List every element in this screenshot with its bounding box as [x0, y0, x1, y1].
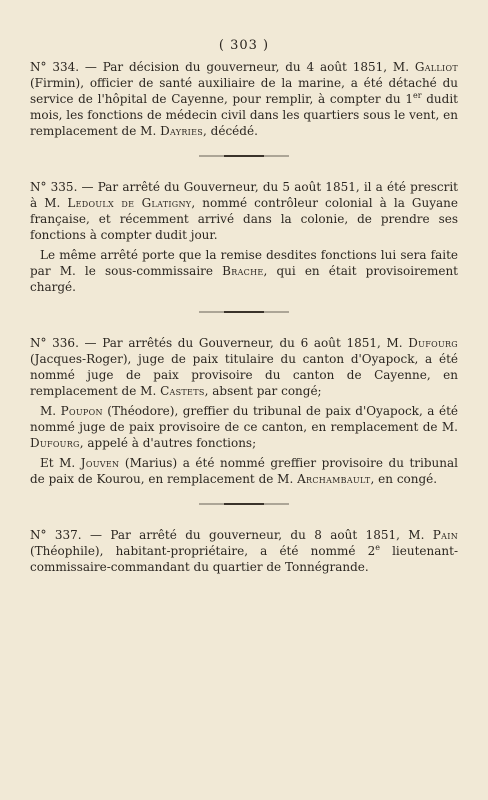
- decision-entry-337: [30, 527, 458, 575]
- person-name: Ledoulx de Glatigny: [67, 196, 192, 210]
- person-name: Dayries: [160, 124, 204, 138]
- superscript: er: [412, 91, 422, 100]
- entry-paragraph: N° 334. — Par décision du gouverneur, du 4 août 1851, M. Galliot (Firmin), officier de santé auxiliaire de la marine, a été détaché du service de l'hôpital de Cayenne, pour remplir, à compter du 1er dudit mois, les fonctions de médecin civil dans les quartiers sous le vent, en remplacement de M. Dayries, décédé.: [30, 60, 458, 138]
- document-page: [30, 38, 458, 579]
- section-divider: [199, 153, 289, 159]
- entry-paragraph: M. Poupon (Théodore), greffier du tribunal de paix d'Oyapock, a été nommé juge de paix provisoire de ce canton, en remplacement de M. Dufourg, appelé à d'autres fonctions;: [30, 404, 459, 450]
- entry-number: N° 334.: [30, 60, 80, 74]
- entry-paragraph: N° 337. — Par arrêté du gouverneur, du 8 août 1851, M. Pain (Théophile), habitant-propriétaire, a été nommé 2e lieutenant-commissaire-commandant du quartier de Tonnégrande.: [30, 528, 458, 574]
- page-number: ( 303 ): [218, 38, 270, 53]
- section-divider: [199, 309, 289, 315]
- person-name: Dufourg: [30, 436, 80, 450]
- person-name: Galliot: [414, 60, 458, 74]
- person-name: Poupon: [60, 404, 103, 418]
- superscript: e: [375, 543, 380, 552]
- person-name: Brache: [222, 264, 264, 278]
- person-name: Dufourg: [408, 336, 458, 350]
- entry-paragraph: N° 336. — Par arrêtés du Gouverneur, du 6 août 1851, M. Dufourg (Jacques-Roger), juge de paix titulaire du canton d'Oyapock, a été nommé juge de paix provisoire du canton de Cayenne, en remplacement de M. Castets, absent par congé;: [30, 336, 458, 398]
- entry-paragraph: Le même arrêté porte que la remise desdites fonctions lui sera faite par M. le sous-commissaire Brache, qui en était provisoirement chargé.: [30, 248, 458, 294]
- entry-paragraph: N° 335. — Par arrêté du Gouverneur, du 5 août 1851, il a été prescrit à M. Ledoulx de Glatigny, nommé contrôleur colonial à la Guyane française, et récemment arrivé dans la colonie, de prendre ses fonctions à compter dudit jour.: [30, 180, 459, 242]
- person-name: Jouven: [80, 456, 120, 470]
- decision-entry-334: [30, 59, 458, 139]
- entry-paragraph: Et M. Jouven (Marius) a été nommé greffier provisoire du tribunal de paix de Kourou, en remplacement de M. Archambault, en congé.: [30, 456, 459, 486]
- entry-number: N° 336.: [30, 336, 79, 350]
- person-name: Castets: [160, 384, 205, 398]
- entry-number: N° 335.: [30, 180, 78, 194]
- decision-entry-336: [30, 335, 458, 487]
- entry-number: N° 337.: [30, 528, 82, 542]
- person-name: Pain: [432, 528, 458, 542]
- person-name: Archambault: [297, 472, 371, 486]
- decision-entry-335: [30, 179, 458, 295]
- section-divider: [199, 501, 289, 507]
